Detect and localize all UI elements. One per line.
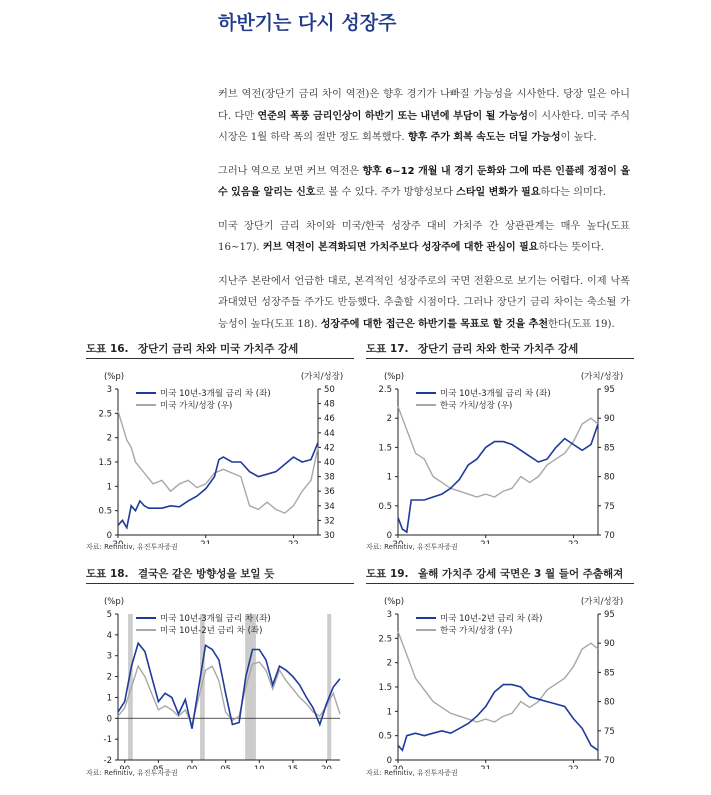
y-tick-label-right: 95 xyxy=(604,385,615,395)
text-run: 그러나 역으로 보면 커브 역전은 xyxy=(218,165,363,177)
y-tick-label-right: 30 xyxy=(324,531,335,541)
emphasis-text: 커브 역전이 본격화되면 가치주보다 성장주에 대한 관심이 필요 xyxy=(262,242,539,253)
figure-title: 올해 가치주 강세 국면은 3 월 들어 주춤해져 xyxy=(418,568,624,580)
y-tick-label-right: 70 xyxy=(604,756,615,766)
text-run: 하다는 뜻이다. xyxy=(538,242,604,253)
y-tick-label-left: 0 xyxy=(106,531,112,541)
x-tick-label xyxy=(288,540,299,544)
y-tick-label-left: 0 xyxy=(106,714,112,725)
y-tick-label-left: 3 xyxy=(106,651,112,662)
y-tick-label-left: 5 xyxy=(106,610,112,620)
series-line-1 xyxy=(118,443,318,528)
text-run: 한다(도표 19). xyxy=(548,318,615,330)
legend-label: 한국 가치/성장 (우) xyxy=(440,626,513,636)
figure-header xyxy=(86,563,354,584)
y-tick-label-right: 36 xyxy=(324,487,335,498)
series-line-2 xyxy=(398,407,598,498)
figure-source: 자료: Refinitiv, 유진투자증권 xyxy=(366,769,458,777)
y-tick-label-right: 80 xyxy=(604,472,615,483)
y-tick-label-left: 1 xyxy=(106,482,112,493)
y-tick-label-right: 48 xyxy=(324,399,335,410)
y-tick-label-right: 80 xyxy=(604,697,615,708)
legend-label: 미국 10년-2년 금리 차 (좌) xyxy=(160,626,263,636)
y-tick-label-left: 1.5 xyxy=(378,443,392,454)
y-tick-label-right: 44 xyxy=(324,428,335,439)
y-tick-label-right: 42 xyxy=(324,443,335,454)
y-tick-label-right: 38 xyxy=(324,472,335,483)
series-line-2 xyxy=(118,662,340,725)
x-tick-label xyxy=(321,765,332,769)
y-tick-label-left: 2 xyxy=(386,658,392,669)
chart-19 xyxy=(366,584,634,769)
figure-19 xyxy=(366,563,634,773)
figure-header xyxy=(366,563,634,584)
figure-number: 도표 18. xyxy=(86,568,129,580)
figure-title: 장단기 금리 차와 한국 가치주 강세 xyxy=(418,343,579,355)
y-tick-label-right: 95 xyxy=(604,610,615,620)
y-tick-label-right: 90 xyxy=(604,639,615,650)
x-tick-label xyxy=(568,540,579,544)
x-tick-label xyxy=(480,765,491,769)
text-run: 지난주 본란에서 언급한 대로, 본격적인 성장주로의 국면 전환으로 보기는 어렵다. 이제 낙폭과대였던 성장주들 주가도 반등했다. 추출할 시점이다. 그러나 장단기 금리 차이는 축소될 가능성이 높다(도표 18). xyxy=(218,275,630,330)
figure-source: 자료: Refinitiv, 유진투자증권 xyxy=(366,543,458,551)
y-tick-label-right: 46 xyxy=(324,414,335,425)
series-line-2 xyxy=(398,632,598,723)
y-tick-label-left: 0.5 xyxy=(378,731,392,742)
paragraph xyxy=(218,84,630,149)
y-tick-label-right: 75 xyxy=(604,501,615,512)
y-tick-label-left: 2.5 xyxy=(98,409,112,420)
x-tick-label xyxy=(254,765,265,769)
chart-18 xyxy=(86,584,354,769)
x-tick-label xyxy=(220,765,231,769)
legend-label: 미국 10년-2년 금리 차 (좌) xyxy=(440,614,543,624)
figure-number: 도표 16. xyxy=(86,343,129,355)
text-run: 이 시사한다. 미국 주식시장은 1월 하락 폭의 절반 정도 회복했다. xyxy=(218,110,630,143)
y-tick-label-left: 2 xyxy=(106,433,112,444)
figure-title: 결국은 같은 방향성을 보일 듯 xyxy=(138,568,275,580)
figure-header xyxy=(86,338,354,359)
y-tick-label-left: 3 xyxy=(106,385,112,395)
text-run: 커브 역전(장단기 금리 차이 역전)은 향후 경기가 나빠질 가능성을 시사한다. 당장 일은 아니다. 다만 xyxy=(218,89,630,122)
figure-title: 장단기 금리 차와 미국 가치주 강세 xyxy=(138,343,299,355)
right-axis-unit: (가치/성장) xyxy=(580,372,624,382)
y-tick-label-left: 0.5 xyxy=(378,501,392,512)
y-tick-label-right: 70 xyxy=(604,531,615,541)
x-tick-label xyxy=(187,765,198,769)
text-run: 로 볼 수 있다. 주가 방향성보다 xyxy=(315,187,457,198)
y-tick-label-left: 0 xyxy=(386,531,392,541)
emphasis-text: 연준의 폭풍 금리인상이 하반기 또는 내년에 부담이 될 가능성 xyxy=(257,110,529,122)
legend-label: 한국 가치/성장 (우) xyxy=(440,401,513,411)
y-tick-label-left: 0 xyxy=(386,756,392,766)
emphasis-text: 향후 6~12 개월 내 경기 둔화와 그에 따른 인플레 정점이 올 수 있음을 알리는 신호 xyxy=(218,165,630,198)
y-tick-label-left: 2.5 xyxy=(378,385,392,395)
legend-label: 미국 가치/성장 (우) xyxy=(160,401,233,411)
figure-source: 자료: Refinitiv, 유진투자증권 xyxy=(86,769,178,777)
series-line-1 xyxy=(398,424,598,532)
y-tick-label-left: 1 xyxy=(106,693,112,704)
x-tick-label xyxy=(480,540,491,544)
paragraph xyxy=(218,161,630,204)
y-tick-label-right: 34 xyxy=(324,501,335,512)
figure-source: 자료: Refinitiv, 유진투자증권 xyxy=(86,543,178,551)
y-tick-label-left: 2 xyxy=(386,414,392,425)
chart-17 xyxy=(366,359,634,544)
y-tick-label-left: 1 xyxy=(386,707,392,718)
figure-number: 도표 19. xyxy=(366,568,409,580)
y-tick-label-right: 90 xyxy=(604,414,615,425)
y-tick-label-left: 3 xyxy=(386,610,392,620)
y-tick-label-left: 1 xyxy=(386,472,392,483)
figure-17 xyxy=(366,338,634,548)
y-tick-label-right: 32 xyxy=(324,516,335,527)
left-axis-unit: (%p) xyxy=(103,372,125,382)
emphasis-text: 스타일 변화가 필요 xyxy=(456,187,541,198)
left-axis-unit: (%p) xyxy=(383,597,405,607)
x-tick-label xyxy=(200,540,211,544)
y-tick-label-left: 0.5 xyxy=(98,506,112,517)
y-tick-label-left: 1.5 xyxy=(98,458,112,468)
chart-16 xyxy=(86,359,354,544)
figure-number: 도표 17. xyxy=(366,343,409,355)
paragraph xyxy=(218,216,630,259)
emphasis-text: 향후 주가 회복 속도는 더딜 가능성 xyxy=(407,132,561,143)
y-tick-label-left: -2 xyxy=(103,756,112,766)
y-tick-label-right: 40 xyxy=(324,458,335,468)
legend-label: 미국 10년-3개월 금리 차 (좌) xyxy=(160,614,271,624)
y-tick-label-left: 1.5 xyxy=(378,683,392,693)
x-tick-label xyxy=(568,765,579,769)
left-axis-unit: (%p) xyxy=(383,372,405,382)
y-tick-label-left: -1 xyxy=(103,735,112,746)
y-tick-label-right: 85 xyxy=(604,443,615,454)
y-tick-label-left: 2 xyxy=(106,672,112,683)
y-tick-label-left: 2.5 xyxy=(378,634,392,645)
legend-label: 미국 10년-3개월 금리 차 (좌) xyxy=(440,389,551,399)
right-axis-unit: (가치/성장) xyxy=(580,597,624,607)
emphasis-text: 성장주에 대한 접근은 하반기를 목표로 할 것을 추천 xyxy=(320,318,548,330)
y-tick-label-right: 75 xyxy=(604,726,615,737)
y-tick-label-left: 4 xyxy=(106,630,112,641)
left-axis-unit: (%p) xyxy=(103,597,125,607)
figure-18 xyxy=(86,563,354,773)
y-tick-label-right: 50 xyxy=(324,385,335,395)
figure-header xyxy=(366,338,634,359)
text-run: 하다는 의미다. xyxy=(540,187,606,198)
x-tick-label xyxy=(287,765,298,769)
y-tick-label-right: 85 xyxy=(604,668,615,679)
body-text xyxy=(218,84,630,347)
text-run: 이 높다. xyxy=(560,132,597,143)
figure-16 xyxy=(86,338,354,548)
paragraph xyxy=(218,271,630,336)
text-run: 미국 장단기 금리 차이와 미국/한국 성장주 대비 가치주 간 상관관계는 매우 높다(도표 16~17). xyxy=(218,220,630,253)
recession-band xyxy=(327,614,331,760)
legend-label: 미국 10년-3개월 금리 차 (좌) xyxy=(160,389,271,399)
right-axis-unit: (가치/성장) xyxy=(300,372,344,382)
page-title: 하반기는 다시 성장주 xyxy=(218,12,397,34)
